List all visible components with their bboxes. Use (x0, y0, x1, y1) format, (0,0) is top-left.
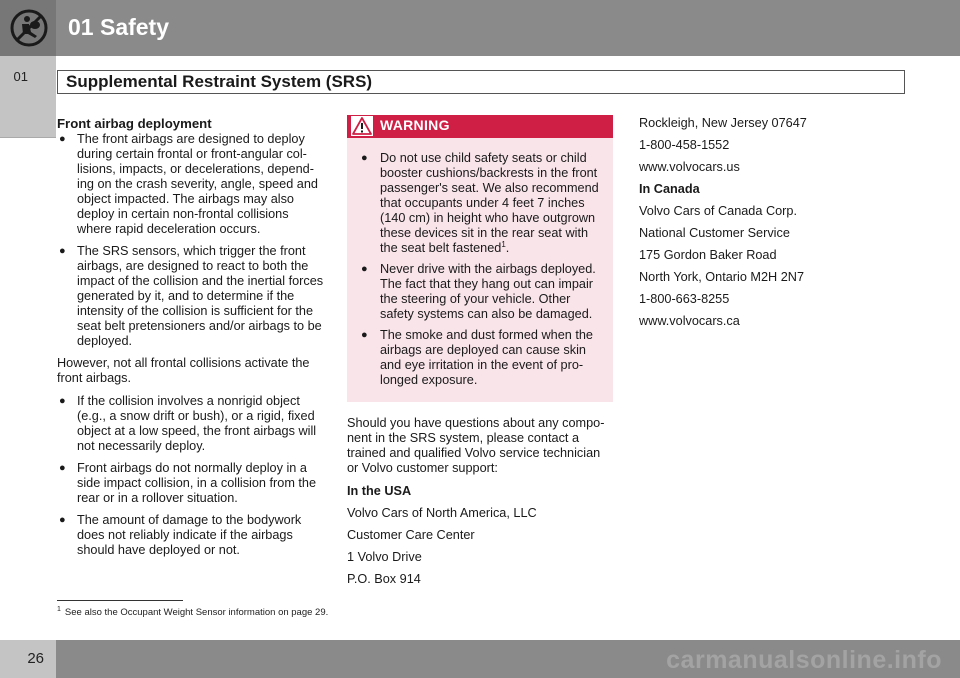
contact-line: P.O. Box 914 (347, 572, 421, 586)
bullet-icon: ● (59, 514, 66, 526)
paragraph: However, not all frontal collisions activate the front airbags. (57, 356, 310, 385)
page-number: 26 (27, 650, 44, 667)
website-link-ca[interactable]: www.volvocars.ca (639, 314, 740, 328)
list-item: ● The amount of damage to the bodywork does not reliably indicate if the airbags should have deployed or not. (59, 513, 302, 557)
airbag-off-icon (9, 8, 49, 48)
chapter-tab (0, 56, 56, 138)
list-item: ● The front airbags are designed to deploy during certain frontal or front-angular col-lisions, impacts, or decelerations, depend-ing on the crash severity, angle, speed and object impacted. The airbags may also deploy in certain non-frontal collisions where rapid deceleration occurs. (59, 132, 318, 236)
footnote-rule (57, 600, 183, 601)
contact-line: 1-800-663-8255 (639, 292, 730, 306)
list-item: ● Do not use child safety seats or child booster cushions/backrests in the front passenger's seat. We also recommend that occupants under 4 feet 7 inches (140 cm) in height who have outgrown these devices sit in the rear seat with the seat belt fastened$^1$. (361, 151, 599, 255)
list-item: ● If the collision involves a nonrigid object (e.g., a snow drift or bush), or a rigid, fixed object at a low speed, the front airbags will not necessarily deploy. (59, 394, 317, 453)
contact-line: Volvo Cars of North America, LLC (347, 506, 537, 520)
page-number-box (0, 640, 56, 678)
footnote (57, 607, 328, 618)
list-item: ● Front airbags do not normally deploy in a side impact collision, in a collision from the rear or in a rollover situation. (59, 461, 317, 505)
section-title: Supplemental Restraint System (SRS) (66, 72, 373, 91)
section-header (57, 70, 905, 94)
footnote-text: See also the Occupant Weight Sensor information on page 29. (64, 607, 329, 618)
warning-box (347, 115, 613, 402)
deployment-list (57, 132, 325, 349)
column-left (57, 116, 325, 565)
usa-heading: In the USA (347, 484, 412, 498)
warning-list (347, 138, 613, 388)
chapter-tab-label: 01 (13, 69, 28, 84)
contact-line: National Customer Service (639, 226, 790, 240)
contact-line: 1-800-458-1552 (639, 138, 730, 152)
contact-line: 175 Gordon Baker Road (639, 248, 777, 262)
watermark: carmanualsonline.info (666, 646, 942, 674)
warning-triangle-icon (351, 116, 373, 136)
footnote-number: 1 (57, 605, 61, 613)
subheading-front-airbag: Front airbag deployment (57, 116, 212, 131)
bullet-icon: ● (59, 133, 66, 145)
bullet-icon: ● (59, 245, 66, 257)
canada-heading: In Canada (639, 182, 700, 196)
bullet-icon: ● (59, 395, 66, 407)
list-item: ● The SRS sensors, which trigger the front airbags, are designed to react to both the impact of the collision and the inertial forces generated by it, and to determine if the intensity of the collision is sufficient for the seat belt pretensioners and/or airbags to be deployed. (59, 244, 324, 348)
bullet-icon: ● (361, 329, 368, 341)
footnote-marker: 1 (501, 239, 506, 249)
contact-line: 1 Volvo Drive (347, 550, 422, 564)
column-middle (347, 115, 613, 594)
contact-line: North York, Ontario M2H 2N7 (639, 270, 805, 284)
warning-title: WARNING (380, 117, 450, 133)
bullet-icon: ● (361, 152, 368, 164)
bullet-icon: ● (59, 462, 66, 474)
non-deployment-list (57, 394, 325, 558)
bullet-icon: ● (361, 263, 368, 275)
paragraph: Should you have questions about any compo-nent in the SRS system, please contact a trained and qualified Volvo service technician or Volvo customer support: (347, 416, 605, 475)
page-header (0, 0, 960, 56)
warning-header (347, 115, 613, 138)
contact-line: Customer Care Center (347, 528, 475, 542)
contact-line: Rockleigh, New Jersey 07647 (639, 116, 807, 130)
list-item: ● Never drive with the airbags deployed. The fact that they hang out can impair the steering of your vehicle. Other safety systems can also be damaged. (361, 262, 596, 321)
header-icon-box (0, 0, 56, 56)
column-right (639, 116, 889, 336)
website-link-us[interactable]: www.volvocars.us (639, 160, 740, 174)
chapter-title: 01 Safety (68, 14, 170, 40)
list-item: ● The smoke and dust formed when the airbags are deployed can cause skin and eye irritation in the event of pro-longed exposure. (361, 328, 593, 387)
contact-line: Volvo Cars of Canada Corp. (639, 204, 797, 218)
